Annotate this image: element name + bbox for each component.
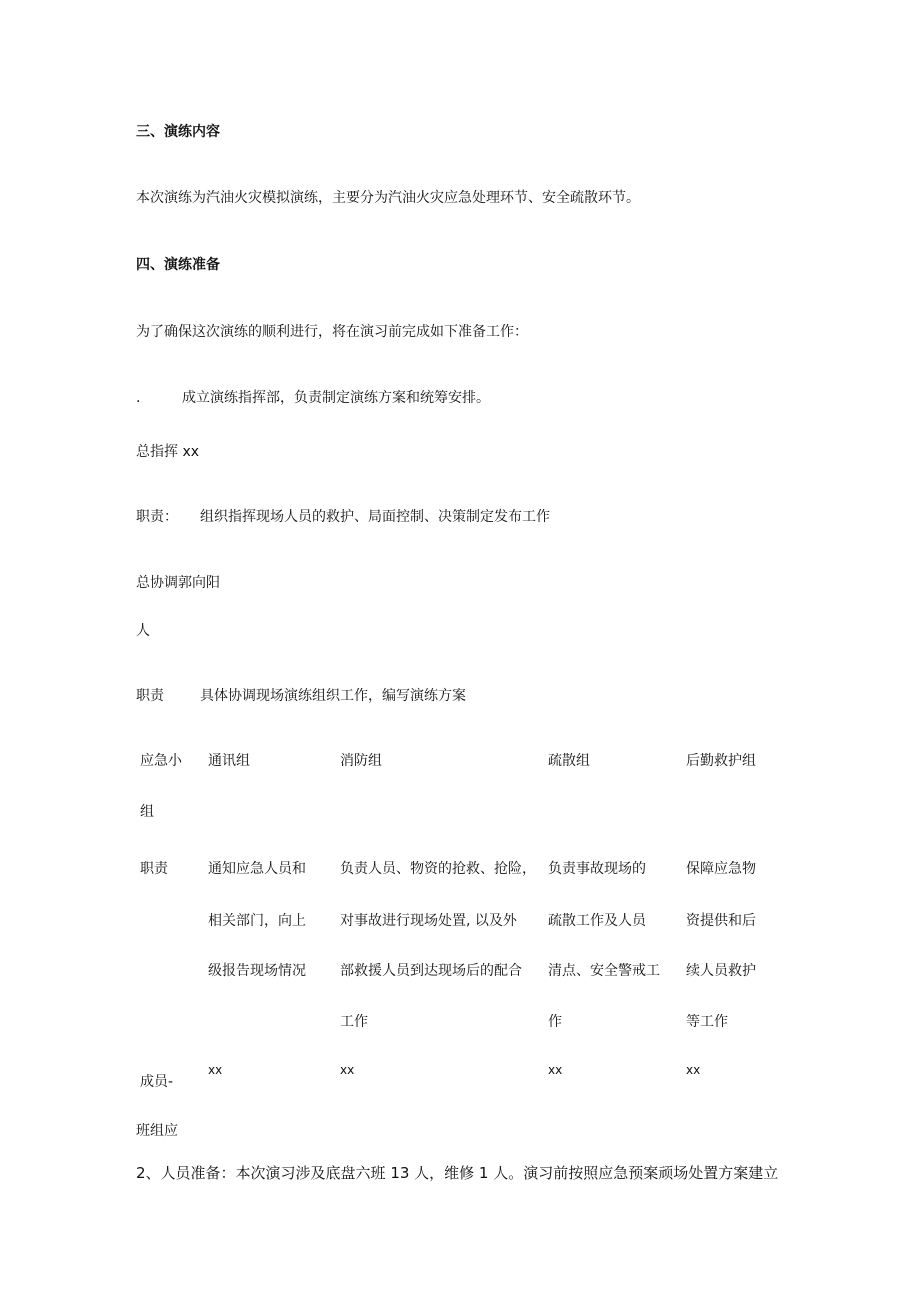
group-header: 后勤救护组 — [686, 753, 756, 769]
duty-cell-line: 部救援人员到达现场后的配合 — [340, 963, 522, 979]
duty-cell-line: 对事故进行现场处置, 以及外 — [340, 913, 517, 929]
duty-cell-line: 工作 — [340, 1014, 368, 1030]
item1-marker: . — [136, 390, 141, 406]
group-header: 通讯组 — [208, 753, 250, 769]
section4-intro: 为了确保这次演练的顺利进行，将在演习前完成如下准备工作： — [136, 324, 528, 340]
duty-cell-line: 级报告现场情况 — [208, 963, 306, 979]
duty-cell-line: 相关部门，向上 — [208, 913, 306, 929]
table-row-header-cont: 组 — [140, 804, 154, 820]
members-row-label-cont: 班组应 — [136, 1123, 178, 1139]
duty-cell-line: 续人员救护 — [686, 963, 756, 979]
duty-cell-line: 负责人员、物资的抢救、抢险， — [340, 861, 536, 877]
duty-cell-line: 清点、安全警戒工 — [548, 963, 660, 979]
duty-cell-line: 等工作 — [686, 1014, 728, 1030]
duty-row-label: 职责 — [140, 861, 168, 877]
member-cell: xx — [686, 1063, 701, 1077]
group-header: 疏散组 — [548, 753, 590, 769]
duty-cell-line: 通知应急人员和 — [208, 861, 306, 877]
members-row-label: 成员- — [140, 1074, 174, 1090]
duty2-label: 职责 — [136, 688, 164, 704]
duty-cell-line: 作 — [548, 1014, 562, 1030]
duty-cell-line: 资提供和后 — [686, 913, 756, 929]
section4-heading: 四、演练准备 — [136, 257, 220, 273]
member-cell: xx — [548, 1063, 563, 1077]
table-row-header: 应急小 — [140, 753, 182, 769]
coordinator-line1: 总协调郭向阳 — [136, 575, 220, 591]
duty-cell-line: 负责事故现场的 — [548, 861, 646, 877]
section3-body: 本次演练为汽油火灾模拟演练，主要分为汽油火灾应急处理环节、安全疏散环节。 — [136, 190, 640, 206]
duty-cell-line: 保障应急物 — [686, 861, 756, 877]
item2-text: 2、人员准备：本次演习涉及底盘六班 13 人，维修 1 人。演习前按照应急预案顽场处置方案建立 — [136, 1164, 779, 1182]
group-header: 消防组 — [340, 753, 382, 769]
member-cell: xx — [208, 1063, 223, 1077]
duty1-label: 职责： — [136, 509, 178, 525]
section3-heading: 三、演练内容 — [136, 124, 220, 140]
coordinator-line2: 人 — [136, 623, 150, 639]
commander-line: 总指挥 xx — [136, 444, 200, 460]
member-cell: xx — [340, 1063, 355, 1077]
item1-text: 成立演练指挥部，负责制定演练方案和统筹安排。 — [182, 390, 490, 406]
duty-cell-line: 疏散工作及人员 — [548, 913, 646, 929]
duty2-text: 具体协调现场演练组织工作，编写演练方案 — [200, 688, 466, 704]
duty1-text: 组织指挥现场人员的救护、局面控制、决策制定发布工作 — [200, 509, 550, 525]
